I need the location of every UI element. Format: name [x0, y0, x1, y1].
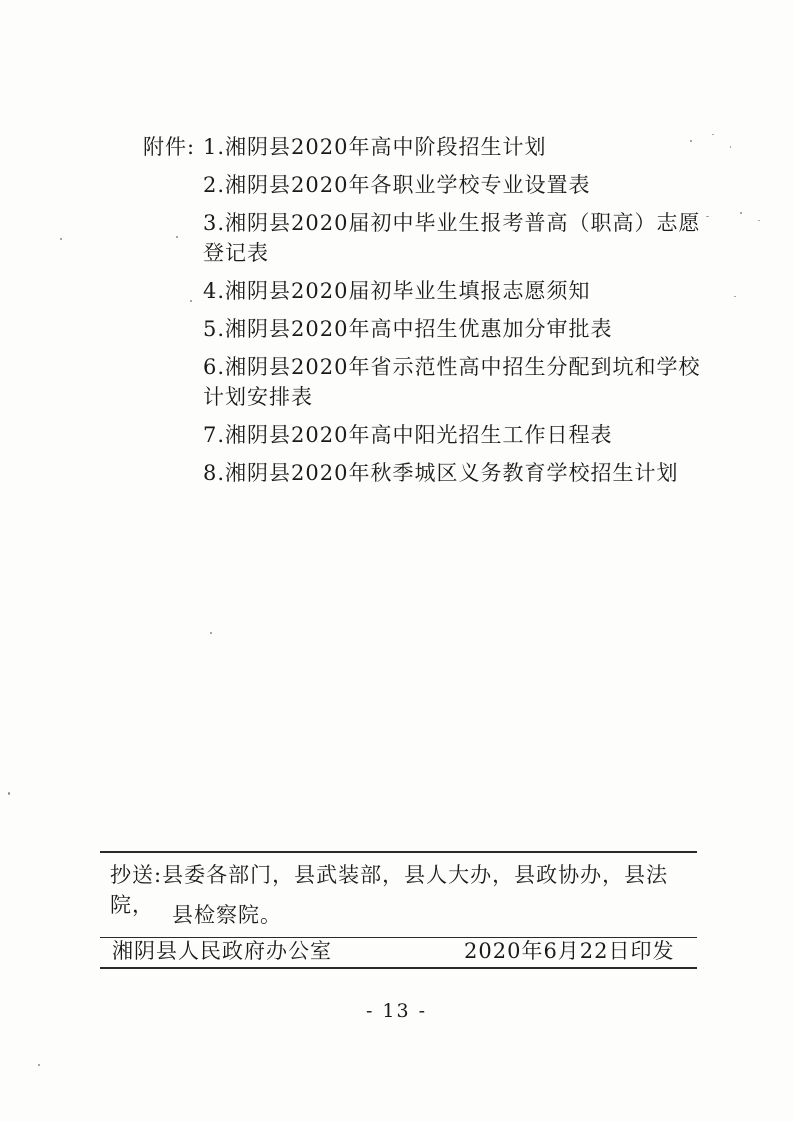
scan-speck — [8, 792, 10, 795]
cc-recipients-1: 县委各部门，县武装部，县人大办，县政协办，县法院， — [110, 863, 669, 917]
scan-speck — [176, 236, 178, 238]
scan-speck — [210, 632, 212, 634]
print-date: 2020年6月22日印发 — [464, 939, 675, 963]
attachment-item-2: 2.湘阴县2020年各职业学校专业设置表 — [203, 173, 591, 197]
issuing-office: 湘阴县人民政府办公室 — [112, 939, 332, 963]
attachment-item-1: 1.湘阴县2020年高中阶段招生计划 — [203, 135, 547, 159]
cc-label: 抄送: — [110, 863, 163, 887]
scan-speck — [734, 296, 736, 297]
scan-speck — [60, 238, 62, 240]
scan-speck — [712, 134, 714, 135]
attachment-item-6: 6.湘阴县2020年省示范性高中招生分配到坑和学校计划安排表 — [203, 355, 701, 409]
scan-speck — [730, 146, 731, 148]
scan-speck — [690, 140, 692, 142]
attachment-item-7: 7.湘阴县2020年高中阳光招生工作日程表 — [203, 423, 613, 447]
attachment-item-3: 3.湘阴县2020届初中毕业生报考普高（职高）志愿登记表 — [203, 211, 701, 265]
page-number: - 13 - — [365, 1000, 428, 1022]
footer-bottom-rule — [100, 967, 697, 969]
scan-speck — [190, 300, 192, 302]
attachment-item-8: 8.湘阴县2020年秋季城区义务教育学校招生计划 — [203, 461, 679, 485]
scan-speck — [758, 220, 760, 221]
scan-speck — [706, 216, 709, 217]
scan-speck — [740, 212, 742, 214]
footer-top-rule — [100, 851, 697, 853]
attachment-item-4: 4.湘阴县2020届初毕业生填报志愿须知 — [203, 279, 591, 303]
attachment-item-5: 5.湘阴县2020年高中招生优惠加分审批表 — [203, 317, 613, 341]
scan-speck — [38, 1064, 40, 1066]
attachments-list — [203, 132, 703, 496]
cc-recipients-2: 县检察院。 — [172, 903, 282, 927]
attachments-label: 附件: — [143, 135, 196, 159]
